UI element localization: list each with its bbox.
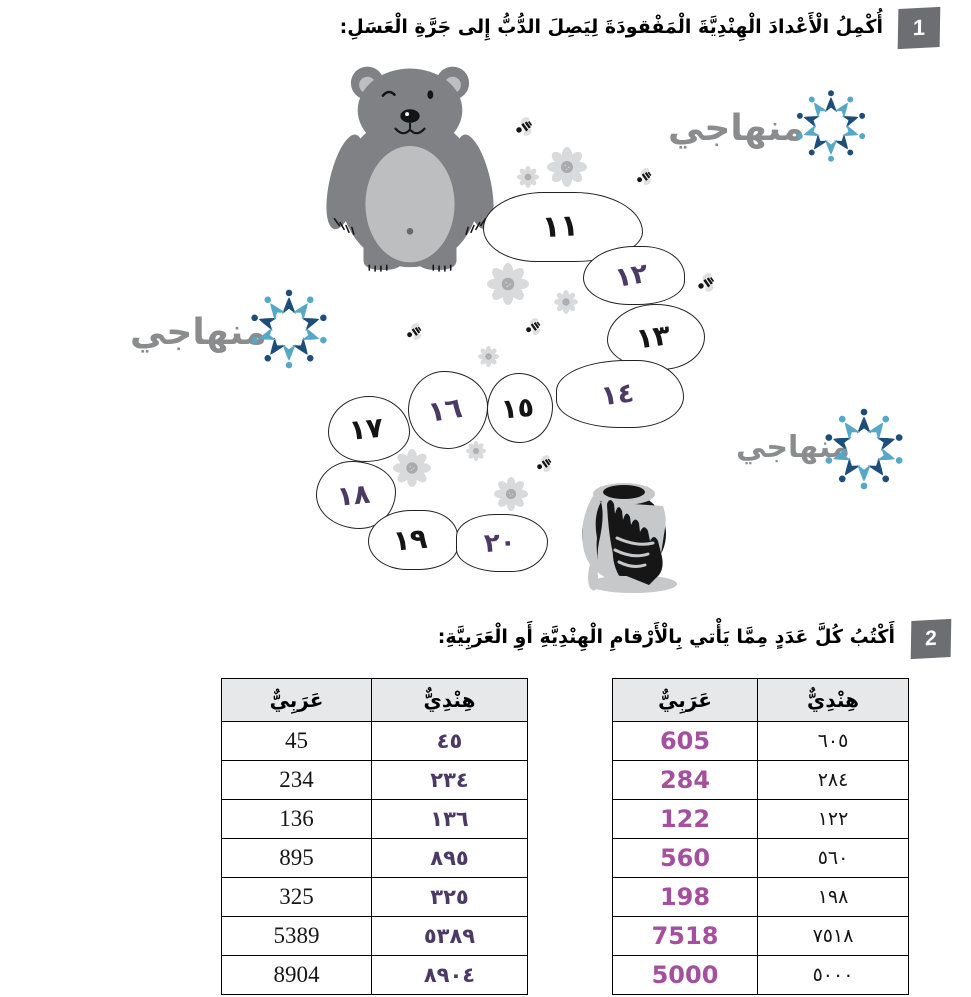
flower-icon <box>494 477 528 511</box>
table-row <box>613 878 909 917</box>
stone-14: ١٤ <box>556 360 684 428</box>
manhaji-logo-icon <box>820 405 908 493</box>
stone-12: ١٢ <box>583 246 685 305</box>
stone-16: ١٦ <box>408 371 488 449</box>
bee-icon <box>697 273 717 293</box>
flower-icon <box>487 263 529 305</box>
hindi-value: ٢٨٤ <box>758 761 909 800</box>
table-row <box>222 761 528 800</box>
table-row <box>222 839 528 878</box>
stone-18: ١٨ <box>316 461 396 529</box>
manhaji-logo-text: منهاجي <box>668 108 805 149</box>
arabic-value: 5389 <box>222 917 372 956</box>
arabic-value: 325 <box>222 878 372 917</box>
honey-pot-illustration <box>563 472 685 597</box>
table-row <box>613 917 909 956</box>
hindi-answer: ٣٢٥ <box>372 878 528 917</box>
table-header-row <box>613 679 909 722</box>
table-row <box>222 878 528 917</box>
manhaji-logo-text: منهاجي <box>736 430 850 465</box>
hindi-value: ٧٥١٨ <box>758 917 909 956</box>
stone-15: ١٥ <box>487 373 553 443</box>
arabic-answer: 198 <box>613 878 758 917</box>
hindi-answer: ١٣٦ <box>372 800 528 839</box>
bear-illustration <box>313 54 507 272</box>
header-arabic: عَرَبِيٌّ <box>613 679 758 722</box>
stone-11: ١١ <box>483 192 643 262</box>
arabic-answer: 5000 <box>613 956 758 995</box>
table-row <box>222 722 528 761</box>
arabic-answer: 122 <box>613 800 758 839</box>
table-row <box>222 800 528 839</box>
hindi-value: ١٢٢ <box>758 800 909 839</box>
flower-icon <box>478 346 499 367</box>
hindi-answer: ٨٩٠٤ <box>372 956 528 995</box>
hindi-value: ٥٦٠ <box>758 839 909 878</box>
section-1-badge: 1 <box>898 7 941 49</box>
stone-19: ١٩ <box>368 510 458 570</box>
stone-17: ١٧ <box>328 396 410 462</box>
hindi-answer: ٤٥ <box>372 722 528 761</box>
arabic-answer: 7518 <box>613 917 758 956</box>
manhaji-logo-icon <box>246 286 332 372</box>
arabic-value: 45 <box>222 722 372 761</box>
bee-icon <box>406 323 424 341</box>
arabic-value: 136 <box>222 800 372 839</box>
arabic-value: 895 <box>222 839 372 878</box>
flower-icon <box>466 441 486 461</box>
flower-icon <box>517 166 539 188</box>
table-row <box>613 800 909 839</box>
hindi-answer: ٨٩٥ <box>372 839 528 878</box>
stone-20: ٢٠ <box>456 514 548 572</box>
bee-icon <box>515 117 535 137</box>
bee-icon <box>636 168 654 186</box>
arabic-value: 234 <box>222 761 372 800</box>
table-row <box>613 722 909 761</box>
hindi-answer: ٥٣٨٩ <box>372 917 528 956</box>
manhaji-logo-icon <box>792 87 870 165</box>
table-row <box>613 839 909 878</box>
table-row <box>613 956 909 995</box>
table-row <box>613 761 909 800</box>
hindi-value: ٥٠٠٠ <box>758 956 909 995</box>
header-hindi: هِنْدِيٌّ <box>758 679 909 722</box>
arabic-value: 8904 <box>222 956 372 995</box>
arabic-answer: 605 <box>613 722 758 761</box>
hindi-answer: ٢٣٤ <box>372 761 528 800</box>
flower-icon <box>547 147 587 187</box>
bee-icon <box>536 455 554 473</box>
header-arabic: عَرَبِيٌّ <box>222 679 372 722</box>
arabic-answer: 284 <box>613 761 758 800</box>
table-row <box>222 956 528 995</box>
stone-13: ١٣ <box>607 304 705 370</box>
flower-icon <box>393 449 431 487</box>
bee-icon <box>525 318 543 336</box>
table-header-row <box>222 679 528 722</box>
hindi-value: ١٩٨ <box>758 878 909 917</box>
section-2-instruction: أَكْتُبُ كُلَّ عَدَدٍ مِمَّا يَأْتي بِالْأَرْقامِ الْهِنْدِيَّةِ أَوِ الْعَرَبِيَّةِ: <box>437 626 895 648</box>
header-hindi: هِنْدِيٌّ <box>372 679 528 722</box>
flower-icon <box>554 290 578 314</box>
arabic-answer: 560 <box>613 839 758 878</box>
manhaji-logo-text: منهاجي <box>130 312 267 353</box>
section-1-instruction: أُكْمِلُ الْأَعْدادَ الْهِنْدِيَّةَ الْمَفْقودَةَ لِيَصِلَ الدُّبُّ إِلى جَرَّةِ الْعَسَلِ: <box>339 16 883 38</box>
conversion-table-right <box>612 678 909 995</box>
conversion-table-left <box>221 678 528 995</box>
table-row <box>222 917 528 956</box>
section-2-badge: 2 <box>911 619 952 659</box>
hindi-value: ٦٠٥ <box>758 722 909 761</box>
